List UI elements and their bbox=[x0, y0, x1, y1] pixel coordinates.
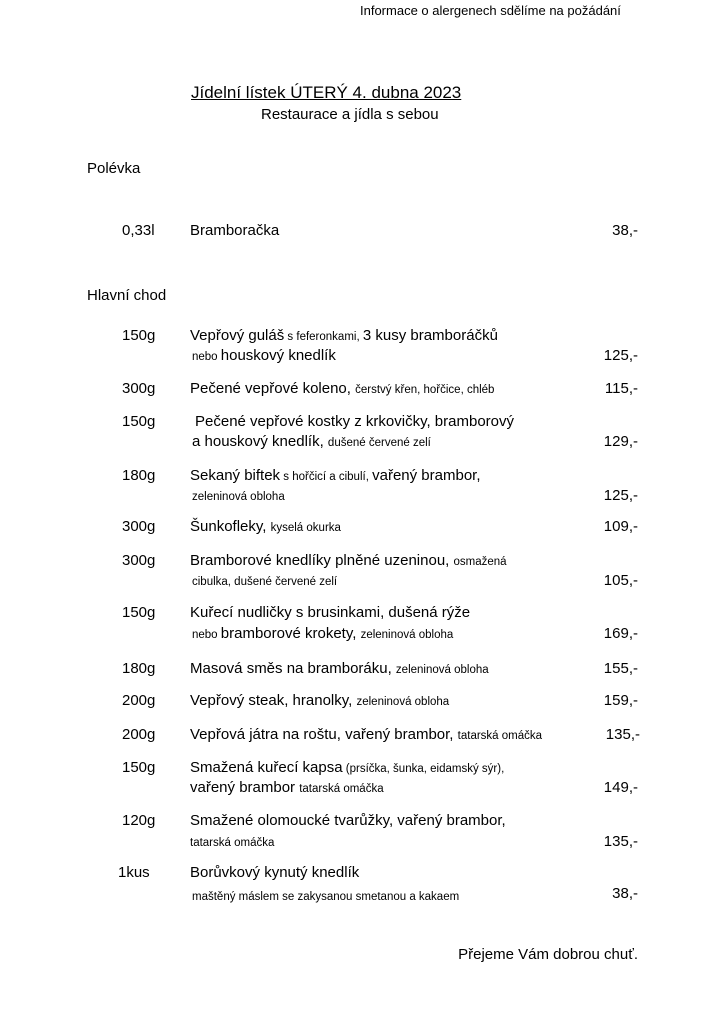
item-price: 155,- bbox=[603, 660, 638, 677]
item-side: maštěný máslem se zakysanou smetanou a kakaem bbox=[192, 891, 460, 903]
item-name: Vepřový guláš bbox=[190, 327, 285, 344]
item-name: Bramborové knedlíky plněné uzeninou, bbox=[190, 552, 454, 569]
item-side: čerstvý křen, hořčice, chléb bbox=[355, 384, 495, 396]
item-line-1 bbox=[190, 604, 470, 621]
item-side: s feferonkami, bbox=[284, 331, 363, 343]
item-name: vařený brambor bbox=[190, 779, 300, 796]
item-price: 159,- bbox=[603, 692, 638, 709]
menu-subtitle: Restaurace a jídla s sebou bbox=[261, 106, 439, 123]
item-weight: 300g bbox=[122, 552, 156, 569]
item-price: 135,- bbox=[605, 726, 640, 743]
item-line-2 bbox=[192, 433, 431, 450]
item-side: zeleninová obloha bbox=[395, 664, 489, 676]
item-side: nebo bbox=[192, 351, 221, 363]
item-name: vařený brambor, bbox=[372, 467, 481, 484]
item-weight: 300g bbox=[122, 380, 156, 397]
item-price: 105,- bbox=[603, 572, 638, 589]
item-name: Kuřecí nudličky s brusinkami, dušená rýže bbox=[190, 604, 471, 621]
item-side: zeleninová obloha bbox=[360, 629, 454, 641]
item-price: 135,- bbox=[603, 833, 638, 850]
item-side: zeleninová obloha bbox=[192, 491, 285, 503]
item-side: tatarská omáčka bbox=[457, 730, 543, 742]
item-line-2 bbox=[192, 572, 337, 589]
item-price: 38,- bbox=[612, 222, 638, 239]
item-line-2 bbox=[190, 833, 274, 850]
item-side: kyselá okurka bbox=[270, 522, 341, 534]
item-price: 115,- bbox=[604, 380, 638, 397]
section-heading-soup: Polévka bbox=[87, 160, 141, 177]
section-heading-main: Hlavní chod bbox=[87, 287, 167, 304]
item-name: bramborové krokety, bbox=[220, 625, 361, 642]
item-side: osmažená bbox=[453, 556, 507, 568]
allergen-note: Informace o alergenech sdělíme na požádání bbox=[360, 3, 621, 18]
item-line-2 bbox=[192, 347, 336, 364]
item-weight: 150g bbox=[122, 413, 156, 430]
closing-wish: Přejeme Vám dobrou chuť. bbox=[458, 946, 638, 963]
item-line-1 bbox=[190, 812, 506, 829]
item-name: Smažené olomoucké tvarůžky, vařený brambor, bbox=[190, 812, 506, 829]
item-name: Pečené vepřové koleno, bbox=[190, 380, 356, 397]
item-price: 125,- bbox=[603, 347, 638, 364]
item-name: Smažená kuřecí kapsa bbox=[190, 759, 343, 776]
item-weight: 0,33l bbox=[122, 222, 155, 239]
item-weight: 180g bbox=[122, 467, 156, 484]
item-weight: 180g bbox=[122, 660, 156, 677]
item-side: nebo bbox=[192, 629, 221, 641]
item-name: Borůvkový kynutý knedlík bbox=[190, 864, 360, 881]
item-name: Vepřová játra na roštu, vařený brambor, bbox=[190, 726, 458, 743]
item-price: 169,- bbox=[603, 625, 638, 642]
item-line-1 bbox=[190, 467, 481, 484]
item-line-1 bbox=[190, 518, 341, 535]
item-weight: 200g bbox=[122, 692, 156, 709]
item-line-1 bbox=[190, 327, 498, 344]
item-side: s hořčicí a cibulí, bbox=[280, 471, 373, 483]
item-weight: 300g bbox=[122, 518, 156, 535]
item-name: Šunkofleky, bbox=[190, 518, 271, 535]
item-price: 125,- bbox=[603, 487, 638, 504]
item-line-2 bbox=[192, 625, 453, 642]
item-side: tatarská omáčka bbox=[190, 837, 275, 849]
item-price: 149,- bbox=[603, 779, 638, 796]
item-weight: 150g bbox=[122, 327, 156, 344]
item-name: Bramboračka bbox=[190, 222, 280, 239]
item-price: 129,- bbox=[603, 433, 638, 450]
item-line-1 bbox=[190, 380, 494, 397]
item-side: (prsíčka, šunka, eidamský sýr), bbox=[342, 763, 505, 775]
item-side: tatarská omáčka bbox=[299, 783, 384, 795]
item-line-1 bbox=[190, 726, 542, 743]
item-line-1 bbox=[190, 864, 359, 881]
item-line-1 bbox=[190, 692, 449, 709]
item-line-2 bbox=[190, 779, 384, 796]
item-weight: 120g bbox=[122, 812, 156, 829]
item-line-1 bbox=[190, 660, 489, 677]
item-line-1 bbox=[190, 759, 504, 776]
item-line-1 bbox=[195, 413, 514, 430]
item-side: cibulka, dušené červené zelí bbox=[192, 576, 338, 588]
menu-title: Jídelní lístek ÚTERÝ 4. dubna 2023 bbox=[191, 83, 462, 102]
item-name: a houskový knedlík, bbox=[192, 433, 328, 450]
item-weight: 150g bbox=[122, 759, 156, 776]
item-name: Sekaný biftek bbox=[190, 467, 281, 484]
item-line-2 bbox=[192, 887, 459, 904]
item-weight: 200g bbox=[122, 726, 156, 743]
item-name: Masová směs na bramboráku, bbox=[190, 660, 396, 677]
item-line-2 bbox=[192, 487, 285, 504]
item-weight: 150g bbox=[122, 604, 156, 621]
item-side: zeleninová obloha bbox=[356, 696, 450, 708]
item-name: Pečené vepřové kostky z krkovičky, bramborový bbox=[195, 413, 515, 430]
item-side: dušené červené zelí bbox=[327, 437, 431, 449]
item-name: houskový knedlík bbox=[220, 347, 336, 364]
item-line-1 bbox=[190, 552, 507, 569]
item-name: Vepřový steak, hranolky, bbox=[190, 692, 357, 709]
item-price: 109,- bbox=[603, 518, 638, 535]
item-name: 3 kusy bramboráčků bbox=[362, 327, 498, 344]
item-weight: 1kus bbox=[118, 864, 150, 881]
item-price: 38,- bbox=[612, 885, 638, 902]
